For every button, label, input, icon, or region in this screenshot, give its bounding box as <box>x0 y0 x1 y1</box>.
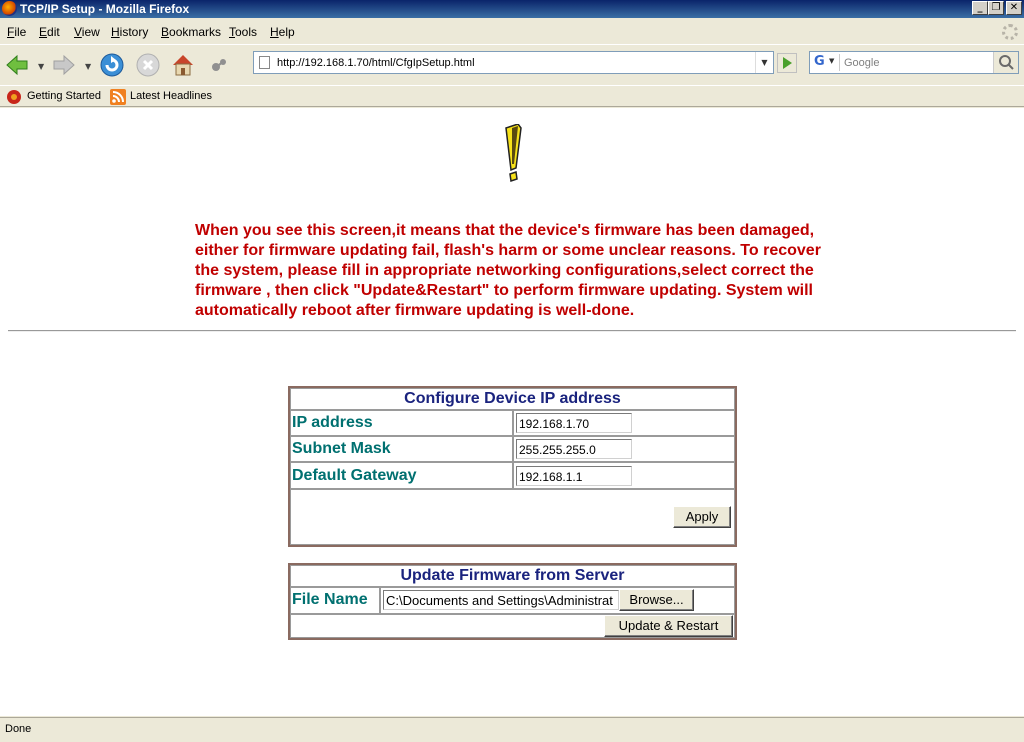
status-text: Done <box>5 723 32 735</box>
horizontal-divider <box>8 330 1016 332</box>
getting-started-icon <box>6 89 22 105</box>
apply-button[interactable]: Apply <box>673 506 731 528</box>
ip-address-input[interactable]: 192.168.1.70 <box>516 413 632 433</box>
firmware-update-title: Update Firmware from Server <box>290 565 735 587</box>
window-title: TCP/IP Setup - Mozilla Firefox <box>20 2 190 16</box>
engine-dropdown-icon: ▼ <box>829 57 835 65</box>
minimize-button[interactable]: _ <box>972 1 988 15</box>
menu-file[interactable]: File <box>7 25 27 39</box>
url-bar[interactable] <box>253 51 774 74</box>
subnet-mask-label: Subnet Mask <box>290 436 513 462</box>
ip-config-title: Configure Device IP address <box>290 388 735 410</box>
stop-icon[interactable] <box>135 52 161 78</box>
firmware-warning-text: When you see this screen,it means that the device's firmware has been damaged, either for firmware updating fail, flash's harm or some unclear reasons. To recover the system, please fill in appropriate networking configurations,select correct the firmware , then click "Update&Restart" to perform firmware updating. System will automatically reboot after firmware updating is well-done. <box>195 222 821 319</box>
url-dropdown-icon[interactable]: ▼ <box>755 52 773 73</box>
update-restart-button[interactable]: Update & Restart <box>604 615 733 637</box>
search-engine-selector[interactable] <box>812 54 840 71</box>
menu-edit[interactable]: Edit <box>39 25 60 39</box>
menu-bar <box>0 22 1024 42</box>
throbber-icon <box>1002 24 1018 40</box>
menu-bookmarks[interactable]: Bookmarks <box>161 25 222 39</box>
page-icon <box>259 56 270 69</box>
menu-help[interactable]: Help <box>270 25 295 39</box>
back-icon[interactable] <box>4 52 30 78</box>
default-gateway-input[interactable]: 192.168.1.1 <box>516 466 632 486</box>
extension-icon[interactable] <box>206 52 232 78</box>
menu-tools[interactable]: Tools <box>229 25 258 39</box>
search-button[interactable] <box>993 52 1018 73</box>
go-icon[interactable] <box>777 53 797 73</box>
file-name-input[interactable]: C:\Documents and Settings\Administrat <box>383 590 619 610</box>
firmware-update-table <box>288 563 737 640</box>
url-text: http://192.168.1.70/html/CfgIpSetup.html <box>277 57 475 69</box>
firefox-icon <box>2 1 17 16</box>
forward-icon[interactable] <box>51 52 77 78</box>
status-bar <box>0 717 1024 742</box>
home-icon[interactable] <box>170 52 196 78</box>
search-placeholder: Google <box>844 57 880 69</box>
reload-icon[interactable] <box>99 52 125 78</box>
google-icon: G <box>814 54 825 69</box>
menu-history[interactable]: History <box>111 25 149 39</box>
subnet-mask-input[interactable]: 255.255.255.0 <box>516 439 632 459</box>
bookmark-getting-started[interactable]: Getting Started <box>27 90 101 102</box>
ip-address-label: IP address <box>290 410 513 436</box>
rss-feed-icon <box>110 89 126 105</box>
forward-history-dropdown-icon[interactable]: ▼ <box>85 62 92 71</box>
file-name-label: File Name <box>290 587 380 613</box>
bookmark-latest-headlines[interactable]: Latest Headlines <box>130 90 212 102</box>
maximize-button[interactable]: ❐ <box>988 1 1004 15</box>
ip-config-table <box>288 386 737 547</box>
page-content <box>0 108 1024 716</box>
magnifier-icon <box>994 52 1019 73</box>
search-bar[interactable] <box>809 51 1019 74</box>
back-history-dropdown-icon[interactable]: ▼ <box>38 62 45 71</box>
exclamation-icon <box>502 124 524 184</box>
browse-button[interactable]: Browse... <box>619 589 694 611</box>
close-button[interactable]: ✕ <box>1006 1 1022 15</box>
title-bar <box>0 0 1024 18</box>
bookmarks-toolbar <box>0 85 1024 107</box>
menu-view[interactable]: View <box>74 25 100 39</box>
default-gateway-label: Default Gateway <box>290 462 513 488</box>
